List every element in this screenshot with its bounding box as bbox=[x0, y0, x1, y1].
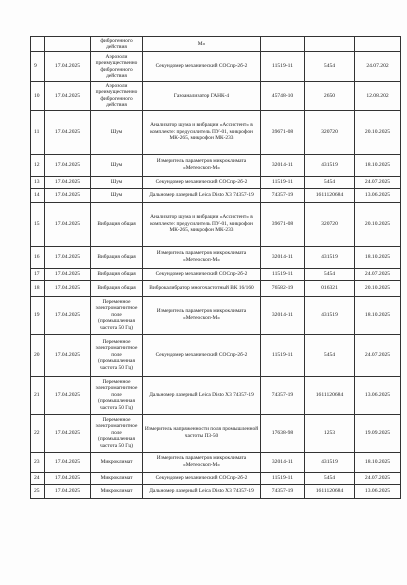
row-number: 22 bbox=[31, 414, 45, 452]
device-name: Секундомер механический СОСпр-2б-2 bbox=[143, 472, 261, 484]
factor-name: Микроклимат bbox=[91, 452, 143, 472]
device-name: Измеритель параметров микроклимата «Метеоскоп-М» bbox=[143, 296, 261, 334]
row-number: 23 bbox=[31, 452, 45, 472]
factor-name: Вибрация общая bbox=[91, 202, 143, 246]
factor-name: Шум bbox=[91, 154, 143, 176]
valid-until: 20.10.2025 bbox=[355, 280, 401, 296]
measurement-date: 17.04.2025 bbox=[45, 202, 91, 246]
row-number: 10 bbox=[31, 82, 45, 110]
factor-name: Аэрозоли преимущественно фиброгенного действия bbox=[91, 52, 143, 82]
measurement-date: 17.04.2025 bbox=[45, 246, 91, 268]
valid-until: 24.07.2025 bbox=[355, 472, 401, 484]
registry-number: 32014-11 bbox=[261, 296, 305, 334]
device-name: Дальномер лазерный Leica Disto X3 74357-19 bbox=[143, 484, 261, 498]
registry-number bbox=[261, 37, 305, 52]
row-number: 19 bbox=[31, 296, 45, 334]
valid-until: 18.10.2025 bbox=[355, 452, 401, 472]
registry-number: 45748-10 bbox=[261, 82, 305, 110]
registry-number: 32014-11 bbox=[261, 452, 305, 472]
measurement-date: 17.04.2025 bbox=[45, 472, 91, 484]
row-number: 11 bbox=[31, 110, 45, 154]
device-name: Анализатор шума и вибрации «Ассистент» в комплекте: предусилитель ПУ-01, микрофон МК-265, микрофон МК-233 bbox=[143, 110, 261, 154]
serial-number: 5454 bbox=[305, 176, 355, 188]
registry-number: 11519-11 bbox=[261, 52, 305, 82]
device-name: Измеритель напряженности поля промышленной частоты П3-50 bbox=[143, 414, 261, 452]
table-row bbox=[31, 176, 401, 188]
device-name: Измеритель параметров микроклимата «Метеоскоп-М» bbox=[143, 452, 261, 472]
device-name: Дальномер лазерный Leica Disto X3 74357-19 bbox=[143, 188, 261, 202]
table-row bbox=[31, 268, 401, 280]
measurement-date: 17.04.2025 bbox=[45, 52, 91, 82]
registry-number: 39671-08 bbox=[261, 110, 305, 154]
factor-name: Шум bbox=[91, 110, 143, 154]
registry-number: 32014-11 bbox=[261, 154, 305, 176]
row-number: 9 bbox=[31, 52, 45, 82]
factor-name: фиброгенного действия bbox=[91, 37, 143, 52]
valid-until: 18.10.2025 bbox=[355, 154, 401, 176]
factor-name: Переменное электромагнитное поле (промышленная частота 50 Гц) bbox=[91, 376, 143, 414]
factor-name: Вибрация общая bbox=[91, 246, 143, 268]
row-number: 21 bbox=[31, 376, 45, 414]
factor-name: Шум bbox=[91, 176, 143, 188]
device-name: Секундомер механический СОСпр-2б-2 bbox=[143, 268, 261, 280]
measurement-date: 17.04.2025 bbox=[45, 376, 91, 414]
measurement-date: 17.04.2025 bbox=[45, 414, 91, 452]
table-row bbox=[31, 246, 401, 268]
device-name: Измеритель параметров микроклимата «Метеоскоп-М» bbox=[143, 154, 261, 176]
measurement-date: 17.04.2025 bbox=[45, 296, 91, 334]
device-name: Секундомер механический СОСпр-2б-2 bbox=[143, 334, 261, 376]
factor-name: Вибрация общая bbox=[91, 280, 143, 296]
serial-number: 2650 bbox=[305, 82, 355, 110]
factor-name: Переменное электромагнитное поле (промышленная частота 50 Гц) bbox=[91, 334, 143, 376]
valid-until: 13.06.2025 bbox=[355, 484, 401, 498]
device-name: Виброкалибратор многочастотный ВК 16/160 bbox=[143, 280, 261, 296]
measurement-date bbox=[45, 37, 91, 52]
table-row bbox=[31, 376, 401, 414]
table-row bbox=[31, 154, 401, 176]
row-number: 18 bbox=[31, 280, 45, 296]
equipment-table bbox=[30, 36, 401, 499]
table-row bbox=[31, 110, 401, 154]
factor-name: Аэрозоли преимущественно фиброгенного действия bbox=[91, 82, 143, 110]
device-name: Измеритель параметров микроклимата «Метеоскоп-М» bbox=[143, 246, 261, 268]
valid-until: 24.07.2025 bbox=[355, 334, 401, 376]
row-number: 17 bbox=[31, 268, 45, 280]
serial-number: 320720 bbox=[305, 202, 355, 246]
registry-number: 11519-11 bbox=[261, 334, 305, 376]
row-number: 24 bbox=[31, 472, 45, 484]
row-number: 25 bbox=[31, 484, 45, 498]
table-row bbox=[31, 452, 401, 472]
table-row bbox=[31, 188, 401, 202]
factor-name: Переменное электромагнитное поле (промышленная частота 50 Гц) bbox=[91, 414, 143, 452]
table-row bbox=[31, 484, 401, 498]
serial-number: 431519 bbox=[305, 154, 355, 176]
row-number bbox=[31, 37, 45, 52]
table-row bbox=[31, 472, 401, 484]
serial-number: 5454 bbox=[305, 334, 355, 376]
registry-number: 76582-19 bbox=[261, 280, 305, 296]
valid-until: 24.07.2025 bbox=[355, 268, 401, 280]
measurement-date: 17.04.2025 bbox=[45, 452, 91, 472]
device-name: Секундомер механический СОСпр-2б-2 bbox=[143, 52, 261, 82]
serial-number: 016321 bbox=[305, 280, 355, 296]
row-number: 16 bbox=[31, 246, 45, 268]
valid-until bbox=[355, 37, 401, 52]
measurement-date: 17.04.2025 bbox=[45, 334, 91, 376]
measurement-date: 17.04.2025 bbox=[45, 176, 91, 188]
valid-until: 19.09.2025 bbox=[355, 414, 401, 452]
valid-until: 18.10.2025 bbox=[355, 296, 401, 334]
valid-until: 24.07.2025 bbox=[355, 176, 401, 188]
registry-number: 32014-11 bbox=[261, 246, 305, 268]
row-number: 15 bbox=[31, 202, 45, 246]
table-row bbox=[31, 37, 401, 52]
valid-until: 20.10.2025 bbox=[355, 110, 401, 154]
table-row bbox=[31, 202, 401, 246]
table-row bbox=[31, 52, 401, 82]
serial-number: 1611120684 bbox=[305, 188, 355, 202]
serial-number: 5454 bbox=[305, 268, 355, 280]
registry-number: 39671-08 bbox=[261, 202, 305, 246]
measurement-date: 17.04.2025 bbox=[45, 110, 91, 154]
measurement-date: 17.04.2025 bbox=[45, 280, 91, 296]
valid-until: 12.08.202 bbox=[355, 82, 401, 110]
device-name: М» bbox=[143, 37, 261, 52]
device-name: Газоанализатор ГАНК-4 bbox=[143, 82, 261, 110]
serial-number: 431519 bbox=[305, 296, 355, 334]
table-body bbox=[31, 37, 401, 499]
valid-until: 18.10.2025 bbox=[355, 246, 401, 268]
registry-number: 74357-19 bbox=[261, 484, 305, 498]
serial-number: 431519 bbox=[305, 452, 355, 472]
table-row bbox=[31, 82, 401, 110]
serial-number: 5454 bbox=[305, 472, 355, 484]
factor-name: Шум bbox=[91, 188, 143, 202]
registry-number: 74357-19 bbox=[261, 188, 305, 202]
measurement-date: 17.04.2025 bbox=[45, 268, 91, 280]
serial-number: 1253 bbox=[305, 414, 355, 452]
measurement-date: 17.04.2025 bbox=[45, 188, 91, 202]
table-row bbox=[31, 414, 401, 452]
serial-number bbox=[305, 37, 355, 52]
serial-number: 1611120684 bbox=[305, 484, 355, 498]
device-name: Анализатор шума и вибрации «Ассистент» в комплекте: предусилитель ПУ-01, микрофон МК-265, микрофон МК-233 bbox=[143, 202, 261, 246]
serial-number: 431519 bbox=[305, 246, 355, 268]
serial-number: 5454 bbox=[305, 52, 355, 82]
measurement-date: 17.04.2025 bbox=[45, 484, 91, 498]
valid-until: 20.10.2025 bbox=[355, 202, 401, 246]
factor-name: Вибрация общая bbox=[91, 268, 143, 280]
registry-number: 74357-19 bbox=[261, 376, 305, 414]
valid-until: 13.06.2025 bbox=[355, 376, 401, 414]
factor-name: Переменное электромагнитное поле (промышленная частота 50 Гц) bbox=[91, 296, 143, 334]
table-row bbox=[31, 296, 401, 334]
valid-until: 13.06.2025 bbox=[355, 188, 401, 202]
valid-until: 24.07.202 bbox=[355, 52, 401, 82]
registry-number: 17638-98 bbox=[261, 414, 305, 452]
serial-number: 1611120684 bbox=[305, 376, 355, 414]
device-name: Дальномер лазерный Leica Disto X3 74357-19 bbox=[143, 376, 261, 414]
factor-name: Микроклимат bbox=[91, 484, 143, 498]
row-number: 13 bbox=[31, 176, 45, 188]
registry-number: 11519-11 bbox=[261, 176, 305, 188]
device-name: Секундомер механический СОСпр-2б-2 bbox=[143, 176, 261, 188]
registry-number: 11519-11 bbox=[261, 472, 305, 484]
registry-number: 11519-11 bbox=[261, 268, 305, 280]
factor-name: Микроклимат bbox=[91, 472, 143, 484]
table-row bbox=[31, 334, 401, 376]
table-row bbox=[31, 280, 401, 296]
row-number: 12 bbox=[31, 154, 45, 176]
measurement-date: 17.04.2025 bbox=[45, 82, 91, 110]
row-number: 14 bbox=[31, 188, 45, 202]
serial-number: 320720 bbox=[305, 110, 355, 154]
measurement-date: 17.04.2025 bbox=[45, 154, 91, 176]
row-number: 20 bbox=[31, 334, 45, 376]
